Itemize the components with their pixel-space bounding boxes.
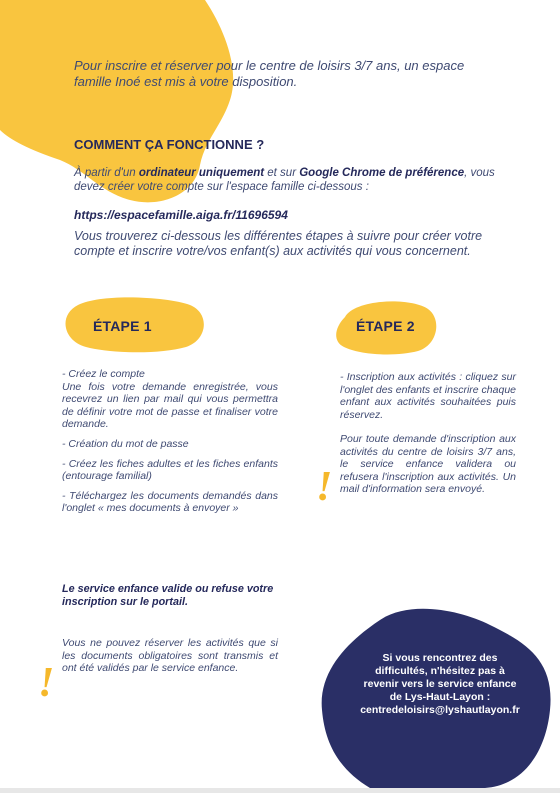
step1-family-records: - Créez les fiches adultes et les fiches enfants (entourage familial) — [62, 457, 278, 483]
contact-line3: revenir vers le service enfance — [363, 678, 517, 690]
step1-reservation-note: Vous ne pouvez réserver les activités que si les documents obligatoires sont transmis et ont été validés par le service enfance. — [62, 637, 278, 675]
chrome-emphasis: Google Chrome de préférence — [299, 167, 465, 179]
contact-line4: de Lys-Haut-Layon : — [389, 691, 491, 703]
step2-exclamation-icon: ! — [316, 464, 333, 510]
contact-line2: difficultés, n'hésitez pas à — [375, 665, 505, 677]
step2-validation-note: Pour toute demande d'inscription aux activités du centre de loisirs 3/7 ans, le service enfance validera ou refusera l'inscription aux activités. Un mail d'information sera envoyé. — [340, 433, 516, 496]
step1-title: ÉTAPE 1 — [93, 318, 152, 334]
step1-exclamation-icon: ! — [38, 660, 55, 706]
step2-title: ÉTAPE 2 — [356, 318, 415, 334]
intro-text: Pour inscrire et réserver pour le centre de loisirs 3/7 ans, un espace famille Inoé est mis à votre disposition. — [74, 58, 465, 89]
contact-email[interactable]: centredeloisirs@lyshautlayon.fr — [360, 704, 520, 716]
contact-info — [330, 652, 550, 717]
step1-create-account-detail: Une fois votre demande enregistrée, vous recevrez un lien par mail qui vous permettra de définir votre mot de passe et finaliser votre demande. — [62, 380, 278, 431]
step1-create-account: - Créez le compte — [62, 368, 145, 380]
computer-only-emphasis: ordinateur uniquement — [138, 167, 265, 179]
how-text-part3: , vous devez créer votre compte sur l'espace famille ci-dessous : — [74, 167, 495, 193]
step1-validation-note: Le service enfance valide ou refuse votre inscription sur le portail. — [62, 583, 274, 608]
how-it-works-text — [74, 166, 514, 194]
steps-intro-text: Vous trouverez ci-dessous les différentes étapes à suivre pour créer votre compte et inscrire votre/vos enfant(s) aux activités qui vous concernent. — [74, 229, 483, 258]
step1-documents: - Téléchargez les documents demandés dans l'onglet « mes documents à envoyer » — [62, 489, 278, 515]
contact-line1: Si vous rencontrez des — [382, 652, 498, 664]
how-text-part1: À partir d'un — [74, 167, 139, 179]
how-it-works-heading: COMMENT ÇA FONCTIONNE ? — [74, 137, 265, 152]
step2-registration: - Inscription aux activités : cliquez sur l'onglet des enfants et inscrire chaque enfant aux activités souhaitées puis réservez. — [340, 371, 516, 421]
espace-famille-link[interactable]: https://espacefamille.aiga.fr/11696594 — [74, 208, 288, 222]
step1-password: - Création du mot de passe — [62, 437, 189, 450]
how-text-part2: et sur — [264, 167, 300, 179]
step1-instructions — [62, 368, 278, 515]
